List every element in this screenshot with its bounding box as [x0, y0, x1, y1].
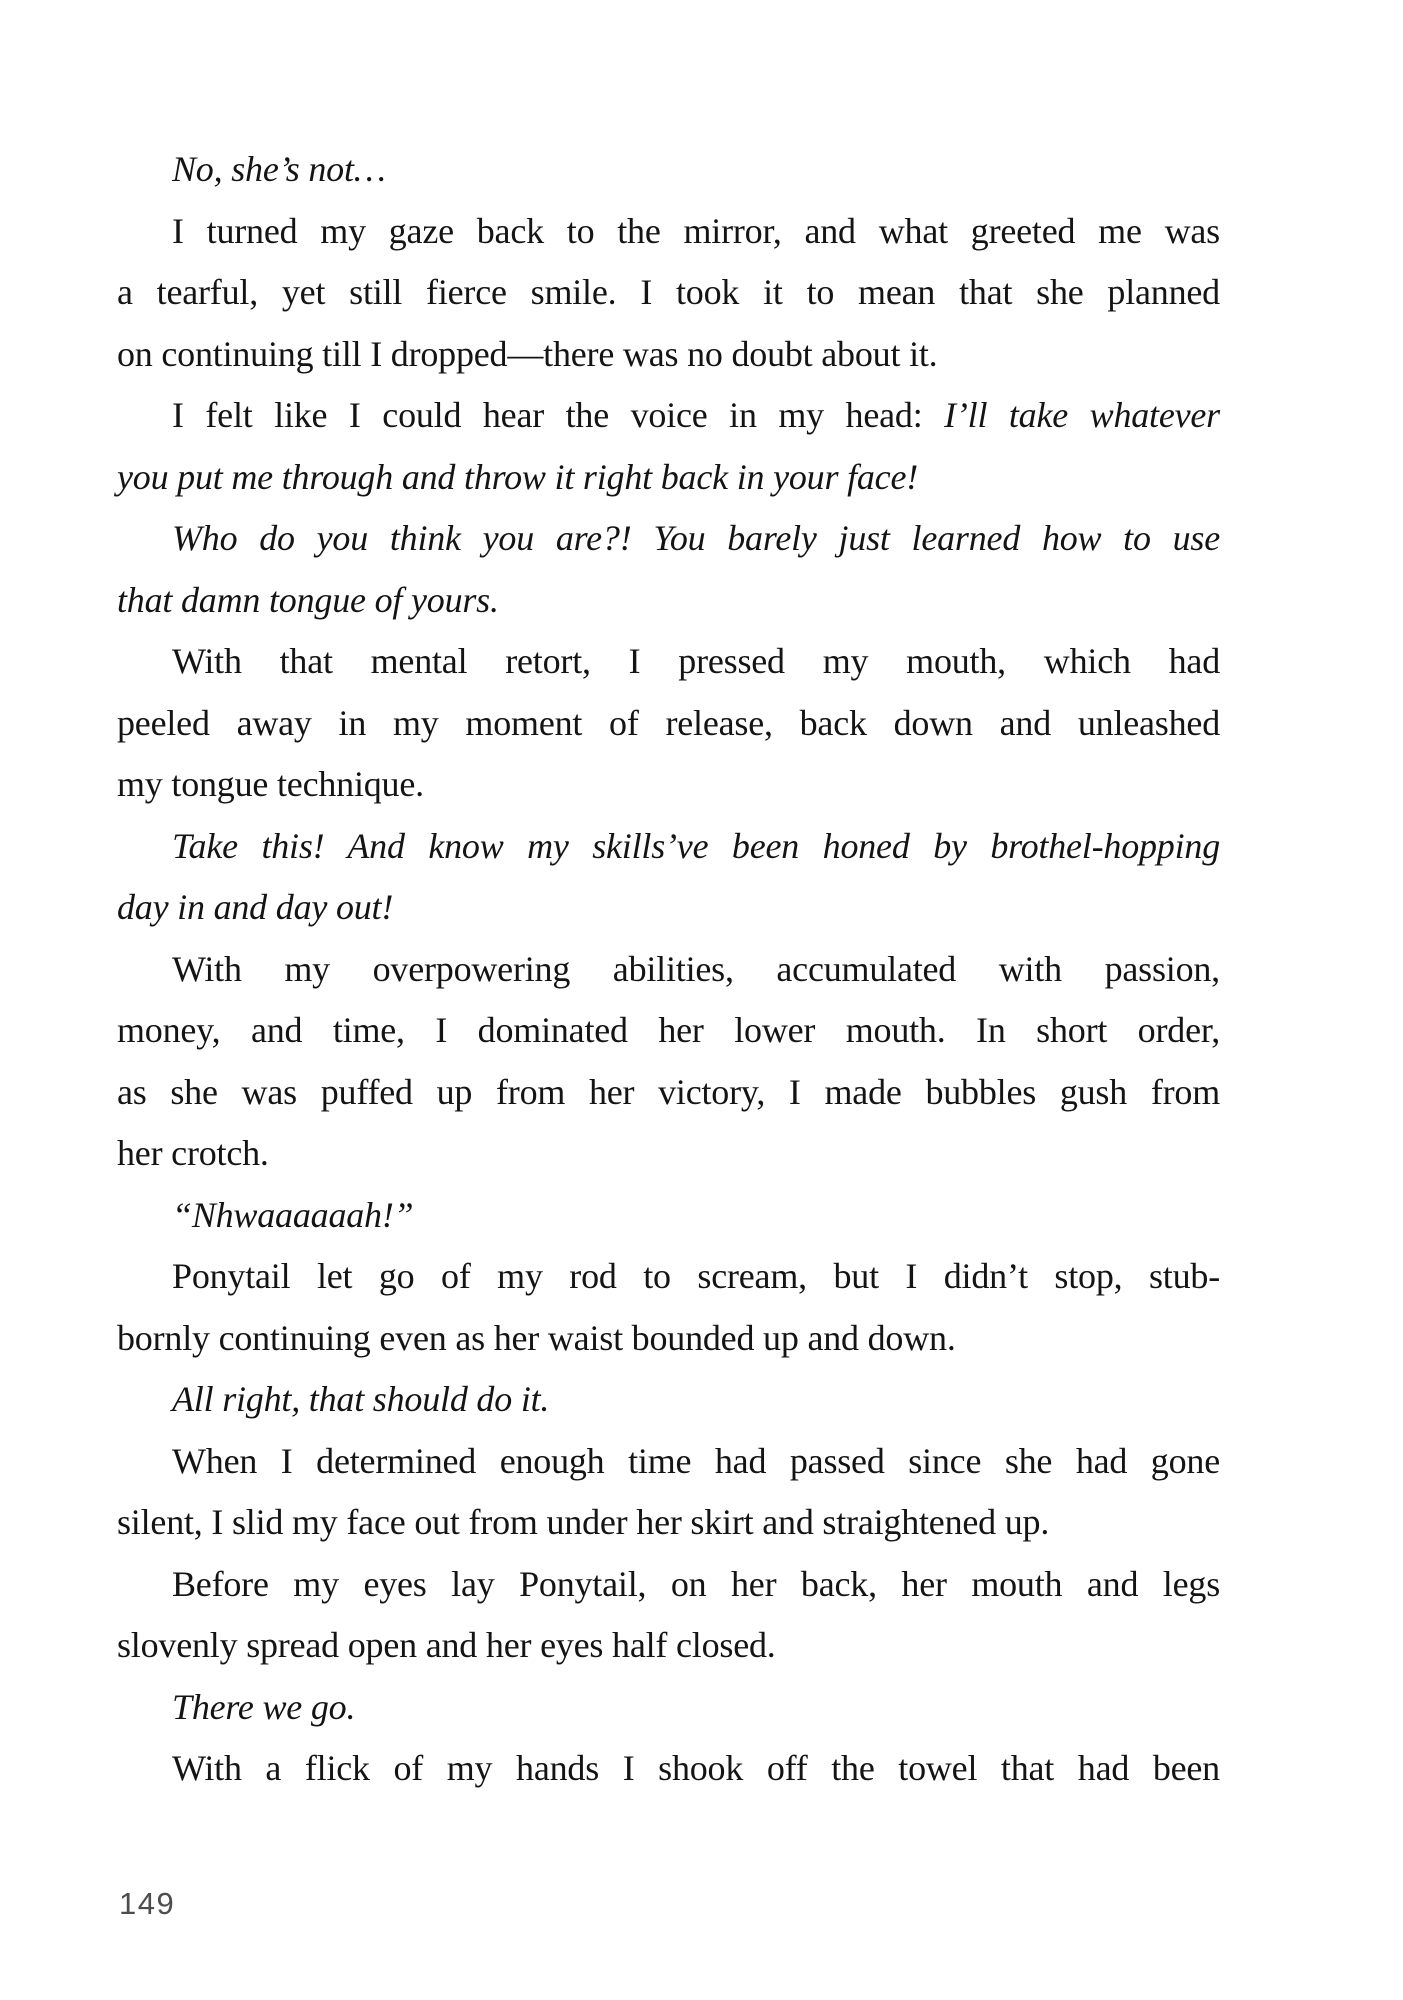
italic-text-run: There we go.: [172, 1686, 356, 1727]
text-run: Ponytail let go of my rod to scream, but I didn’t stop, stub-: [172, 1256, 1220, 1296]
text-run: With that mental retort, I pressed my mouth, which had: [172, 641, 1220, 681]
text-line: [117, 754, 1220, 816]
text-line-content: [172, 518, 1220, 558]
text-line: [117, 1123, 1220, 1185]
text-line-content: [172, 1687, 355, 1727]
text-line-content: [172, 1256, 1220, 1296]
text-run: my tongue technique.: [117, 764, 424, 804]
text-run: a tearful, yet still fierce smile. I took it to mean that she planned: [117, 272, 1220, 312]
text-run: as she was puffed up from her victory, I made bubbles gush from: [117, 1071, 1220, 1112]
text-run: slovenly spread open and her eyes half closed.: [117, 1625, 776, 1665]
text-line-content: [172, 395, 1220, 435]
text-line: [117, 1554, 1220, 1616]
text-run: peeled away in my moment of release, back down and unleashed: [117, 702, 1220, 743]
text-line-content: [117, 272, 1220, 312]
text-line-content: [172, 949, 1220, 989]
text-line: [117, 1000, 1220, 1062]
text-line-content: [172, 1195, 413, 1235]
text-line-content: [172, 1379, 549, 1419]
italic-text-run: Take this! And know my skills’ve been honed by brothel-hopping: [172, 825, 1220, 866]
text-line: [117, 877, 1220, 939]
text-line-content: [172, 641, 1220, 681]
text-line: [117, 447, 1220, 509]
text-line-content: [117, 1133, 269, 1173]
text-line: [117, 1369, 1220, 1431]
text-line-content: [117, 764, 424, 804]
text-line-content: [172, 826, 1220, 866]
italic-text-run: “Nhwaaaaaah!”: [172, 1194, 414, 1235]
text-line: [117, 201, 1220, 263]
text-line: [117, 139, 1220, 201]
text-line-content: [117, 1625, 776, 1665]
text-line: [117, 1615, 1220, 1677]
text-line: [117, 324, 1220, 386]
text-run: With a flick of my hands I shook off the towel that had been: [172, 1748, 1220, 1788]
text-line-content: [117, 1502, 1049, 1542]
text-line-content: [117, 580, 499, 620]
text-run: money, and time, I dominated her lower mouth. In short order,: [117, 1010, 1220, 1050]
text-line: [117, 1431, 1220, 1493]
text-line-content: [117, 1318, 956, 1358]
text-line-content: [172, 149, 386, 189]
text-line: [117, 1308, 1220, 1370]
text-line-content: [117, 457, 918, 497]
text-run: silent, I slid my face out from under her skirt and straightened up.: [117, 1502, 1050, 1542]
text-run: on continuing till I dropped—there was no doubt about it.: [117, 333, 938, 374]
text-line-content: [117, 1010, 1220, 1050]
text-line-content: [117, 1072, 1220, 1112]
text-run: With my overpowering abilities, accumulated with passion,: [172, 948, 1220, 989]
italic-text-run: day in and day out!: [117, 887, 394, 927]
italic-text-run: that damn tongue of yours.: [117, 579, 499, 620]
text-line: [117, 1246, 1220, 1308]
italic-text-run: Who do you think you are?! You barely just learned how to use: [172, 518, 1220, 558]
text-line-content: [117, 703, 1220, 743]
text-line: [117, 508, 1220, 570]
text-line-content: [117, 887, 393, 927]
text-line: [117, 693, 1220, 755]
text-line-content: [172, 1564, 1220, 1604]
text-run: her crotch.: [117, 1133, 269, 1173]
text-line: [117, 1185, 1220, 1247]
text-line: [117, 570, 1220, 632]
italic-text-run: All right, that should do it.: [172, 1379, 550, 1419]
text-line: [117, 1738, 1220, 1800]
text-line: [117, 1062, 1220, 1124]
page-number: 149: [119, 1886, 176, 1921]
text-line: [117, 262, 1220, 324]
page-text: [117, 139, 1220, 1800]
text-run: I felt like I could hear the voice in my head:: [172, 395, 945, 435]
text-line: [117, 1677, 1220, 1739]
text-run: I turned my gaze back to the mirror, and what greeted me was: [172, 210, 1220, 251]
italic-text-run: I’ll take whatever: [944, 395, 1220, 435]
italic-text-run: you put me through and throw it right back in your face!: [117, 456, 919, 497]
text-line: [117, 385, 1220, 447]
text-line: [117, 631, 1220, 693]
text-line-content: [172, 1441, 1220, 1481]
text-run: bornly continuing even as her waist bounded up and down.: [117, 1317, 956, 1358]
text-run: When I determined enough time had passed since she had gone: [172, 1440, 1220, 1481]
text-line-content: [172, 211, 1220, 251]
italic-text-run: No, she’s not…: [172, 149, 386, 189]
text-line: [117, 939, 1220, 1001]
text-line: [117, 1492, 1220, 1554]
text-line-content: [172, 1748, 1220, 1788]
text-line: [117, 816, 1220, 878]
text-line-content: [117, 334, 937, 374]
text-run: Before my eyes lay Ponytail, on her back, her mouth and legs: [172, 1563, 1220, 1604]
